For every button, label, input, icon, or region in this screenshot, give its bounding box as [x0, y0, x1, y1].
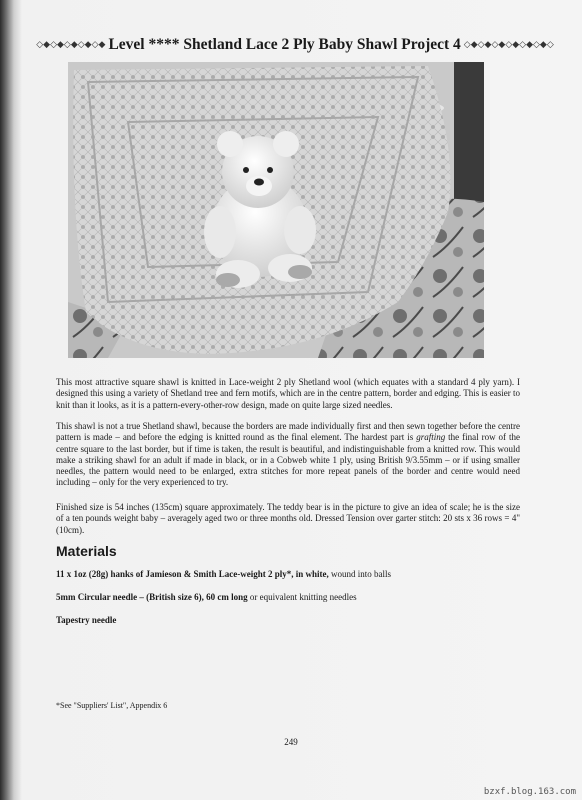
shawl-photo	[68, 62, 484, 358]
header-ornament-left: ◇◆◇◆◇◆◇◆◇◆	[36, 40, 106, 50]
construction-paragraph	[56, 421, 520, 489]
header-ornament-right: ◇◆◇◆◇◆◇◆◇◆◇◆◇	[463, 40, 554, 50]
material-yarn-rest: wound into balls	[328, 569, 392, 579]
material-tapestry-bold: Tapestry needle	[56, 615, 117, 625]
construction-text-a: This shawl is not a true Shetland shawl, because the borders are made individually first and then sewn together before the centre pattern is made – and before the edging is knitted round as the final element. The hardest part is	[56, 421, 520, 443]
material-needle-bold: 5mm Circular needle – (British size 6), 60 cm long	[56, 592, 248, 602]
page-header	[36, 34, 554, 56]
materials-heading: Materials	[56, 543, 117, 559]
construction-text-b: the final row of the centre square to the last border, but if time is taken, the result is beautiful, and indistinguishable from a knitted row. This would make a striking shawl for an adult if made in black, or in a Cobweb white 1 ply, using British 9/3.55mm – or if using smaller needles, the pattern would need to be enlarged, extra stitches for more repeat panels of the border and centre would need including – only for the very experienced to try.	[56, 432, 520, 488]
intro-paragraph: This most attractive square shawl is knitted in Lace-weight 2 ply Shetland wool (which equates with a standard 4 ply yarn). I designed this using a variety of Shetland tree and fern motifs, which are in the centre pattern, border and edging. This is easier to knit than it looks, as it is a pattern-every-other-row design, made on quite large sized needles.	[56, 377, 520, 410]
page-title: Level **** Shetland Lace 2 Ply Baby Shawl Project 4	[108, 36, 461, 53]
material-needle-rest: or equivalent knitting needles	[247, 592, 357, 602]
page-number: 249	[284, 737, 298, 747]
grafting-term: grafting	[416, 432, 446, 443]
footnote: *See "Suppliers' List", Appendix 6	[56, 701, 168, 710]
material-yarn-bold: 11 x 1oz (28g) hanks of Jamieson & Smith Lace-weight 2 ply*, in white,	[56, 569, 329, 579]
material-yarn	[56, 569, 526, 579]
material-tapestry-needle	[56, 615, 526, 625]
watermark: bzxf.blog.163.com	[483, 787, 576, 797]
material-needle	[56, 592, 526, 602]
size-paragraph: Finished size is 54 inches (135cm) square approximately. The teddy bear is in the picture to give an idea of scale; he is the size of a ten pounds weight baby – averagely aged two or three months old. Dressed Tension over garter stitch: 20 sts x 36 rows = 4" (10cm).	[56, 502, 520, 535]
